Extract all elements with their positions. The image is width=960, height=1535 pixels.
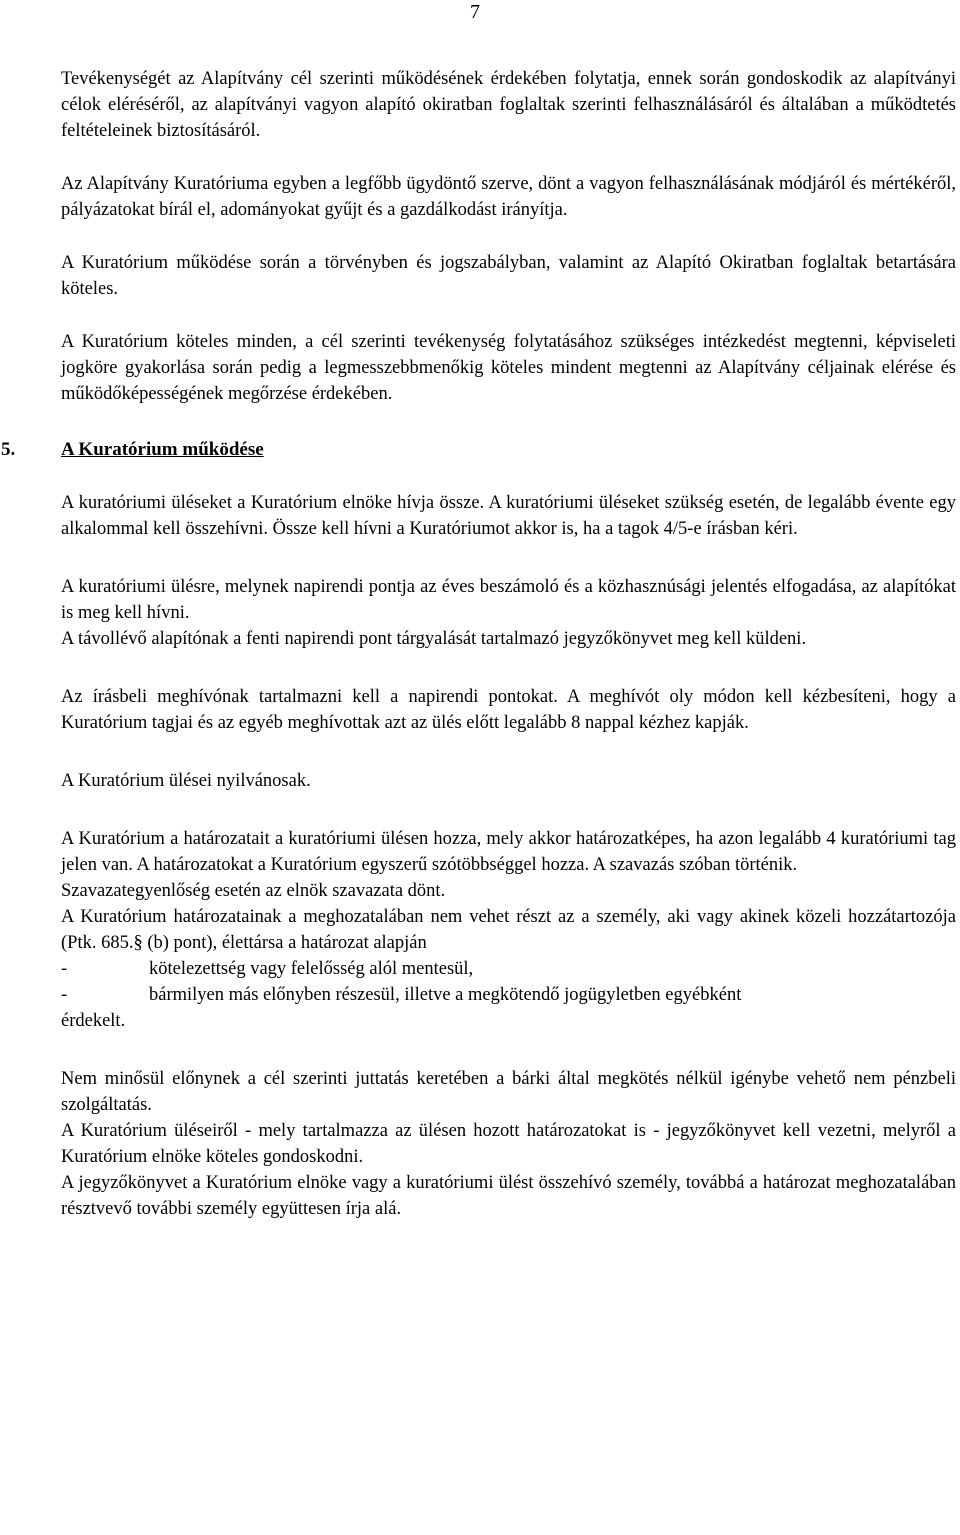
paragraph-public-meetings: A Kuratórium ülései nyilvánosak. [61, 771, 311, 791]
list-item [61, 982, 956, 1008]
list-item-text: kötelezettség vagy felelősség alól mentesül, [149, 959, 474, 979]
paragraph-absent-founder: A távollévő alapítónak a fenti napirendi pont tárgyalását tartalmazó jegyzőkönyvet meg kell küldeni. [61, 629, 807, 649]
paragraph-activity: Tevékenységét az Alapítvány cél szerinti működésének érdekében folytatja, ennek során gondoskodik az alapítványi célok eléréséről, az alapítványi vagyon alapító okiratban foglaltak szerinti felhasználásáról és általában a működtetés feltételeinek biztosításáról. [61, 69, 956, 141]
paragraph-founders-invite: A kuratóriumi ülésre, melynek napirendi pontja az éves beszámoló és a közhasznúsági jelentés elfogadása, az alapítókat is meg kell hívni. [61, 577, 956, 623]
document-body [1, 66, 956, 1222]
list-dash: - [61, 959, 68, 979]
paragraph-invitation: Az írásbeli meghívónak tartalmazni kell a napirendi pontokat. A meghívót oly módon kell kézbesíteni, hogy a Kuratórium tagjai és az egyéb meghívottak azt az ülés előtt legalább 8 nappal kézhez kapják. [61, 687, 956, 733]
section-title: A Kuratórium működése [61, 439, 264, 460]
paragraph-conflict-of-interest: A Kuratórium határozatainak a meghozatalában nem vehet részt az a személy, aki vagy akinek közeli hozzátartozója (Ptk. 685.§ (b) pont), élettársa a határozat alapján [61, 907, 956, 953]
paragraph-non-benefit: Nem minősül előnynek a cél szerinti juttatás keretében a bárki által megkötés nélkül igénybe vehető nem pénzbeli szolgáltatás. [61, 1069, 956, 1115]
paragraph-quorum: A Kuratórium a határozatait a kuratóriumi ülésen hozza, mely akkor határozatképes, ha azon legalább 4 kuratóriumi tag jelen van. A határozatokat a Kuratórium egyszerű szótöbbséggel hozza. A szavazás szóban történik. [61, 829, 956, 875]
paragraph-meetings-convening: A kuratóriumi üléseket a Kuratórium elnöke hívja össze. A kuratóriumi üléseket szükség esetén, de legalább évente egy alkalommal kell összehívni. Össze kell hívni a Kuratóriumot akkor is, ha a tagok 4/5-e írásban kéri. [61, 493, 956, 539]
paragraph-board-compliance: A Kuratórium működése során a törvényben és jogszabályban, valamint az Alapító Okiratban foglaltak betartására köteles. [61, 253, 956, 299]
section-heading [1, 437, 956, 463]
list-item-text: bármilyen más előnyben részesül, illetve a megkötendő jogügyletben egyébként [149, 985, 742, 1005]
section-number: 5. [1, 439, 16, 460]
exclusion-list [61, 956, 956, 1034]
paragraph-minutes: A Kuratórium üléseiről - mely tartalmazza az ülésen hozott határozatokat is - jegyzőkönyvet kell vezetni, melyről a Kuratórium elnöke köteles gondoskodni. [61, 1121, 956, 1167]
list-dash: - [61, 985, 68, 1005]
paragraph-board-role: Az Alapítvány Kuratóriuma egyben a legfőbb ügydöntő szerve, dönt a vagyon felhasználásának módjáról és mértékéről, pályázatokat bírál el, adományokat gyűjt és a gazdálkodást irányítja. [61, 174, 956, 220]
list-item-continuation: érdekelt. [61, 1011, 126, 1031]
paragraph-minutes-signing: A jegyzőkönyvet a Kuratórium elnöke vagy a kuratóriumi ülést összehívó személy, továbbá a határozat meghozatalában résztvevő további személy együttesen írja alá. [61, 1173, 956, 1219]
paragraph-tie-vote: Szavazategyenlőség esetén az elnök szavazata dönt. [61, 881, 446, 901]
list-item [61, 956, 956, 982]
paragraph-board-duties: A Kuratórium köteles minden, a cél szerinti tevékenység folytatásához szükséges intézkedést megtenni, képviseleti jogköre gyakorlása során pedig a legmesszebbmenőkig köteles mindent megtenni az Alapítvány céljainak elérése és működőképességének megőrzése érdekében. [61, 332, 956, 404]
page-number: 7 [470, 1, 480, 23]
